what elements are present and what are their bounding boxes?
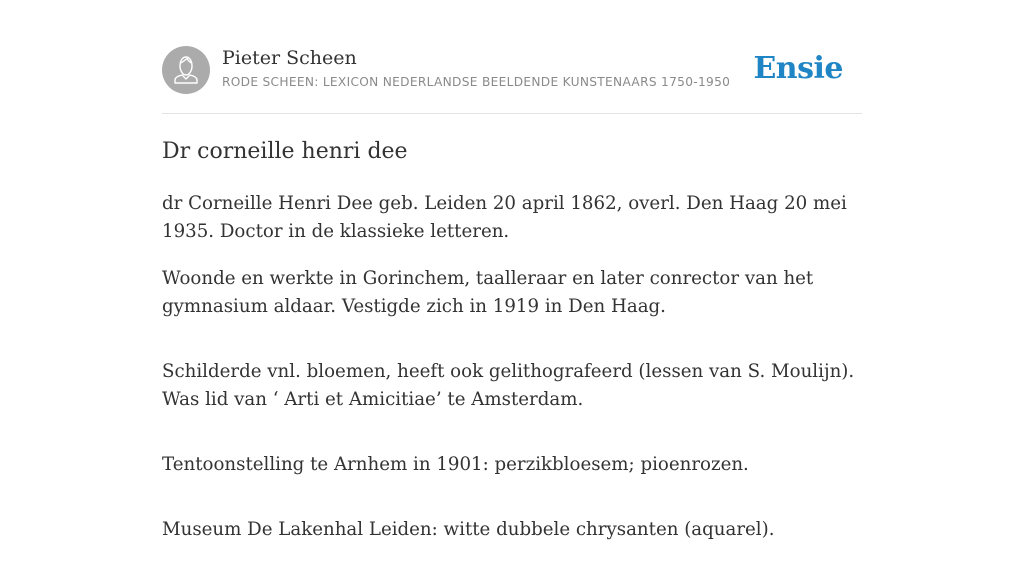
user-silhouette-icon	[162, 46, 210, 94]
author-avatar[interactable]	[162, 46, 210, 94]
paragraph-1: dr Corneille Henri Dee geb. Leiden 20 april 1862, overl. Den Haag 20 mei 1935. Doctor in de klassieke letteren.	[162, 193, 847, 242]
paragraph-5: Museum De Lakenhal Leiden: witte dubbele chrysanten (aquarel).	[162, 519, 775, 540]
paragraph-4: Tentoonstelling te Arnhem in 1901: perzikbloesem; pioenrozen.	[162, 454, 749, 475]
source-title[interactable]: RODE SCHEEN: LEXICON NEDERLANDSE BEELDENDE KUNSTENAARS 1750-1950	[222, 75, 731, 89]
article-header	[162, 46, 862, 114]
paragraph-3: Schilderde vnl. bloemen, heeft ook gelithografeerd (lessen van S. Moulijn). Was lid van ‘ Arti et Amicitiae’ te Amsterdam.	[162, 361, 855, 410]
page-container	[162, 46, 862, 540]
author-name[interactable]: Pieter Scheen	[222, 47, 357, 69]
ensie-logo[interactable]: Ensie	[753, 51, 843, 86]
paragraph-2: Woonde en werkte in Gorinchem, taalleraar en later conrector van het gymnasium aldaar. Vestigde zich in 1919 in Den Haag.	[162, 268, 814, 317]
article-body	[162, 190, 862, 563]
article-title: Dr corneille henri dee	[162, 139, 408, 164]
